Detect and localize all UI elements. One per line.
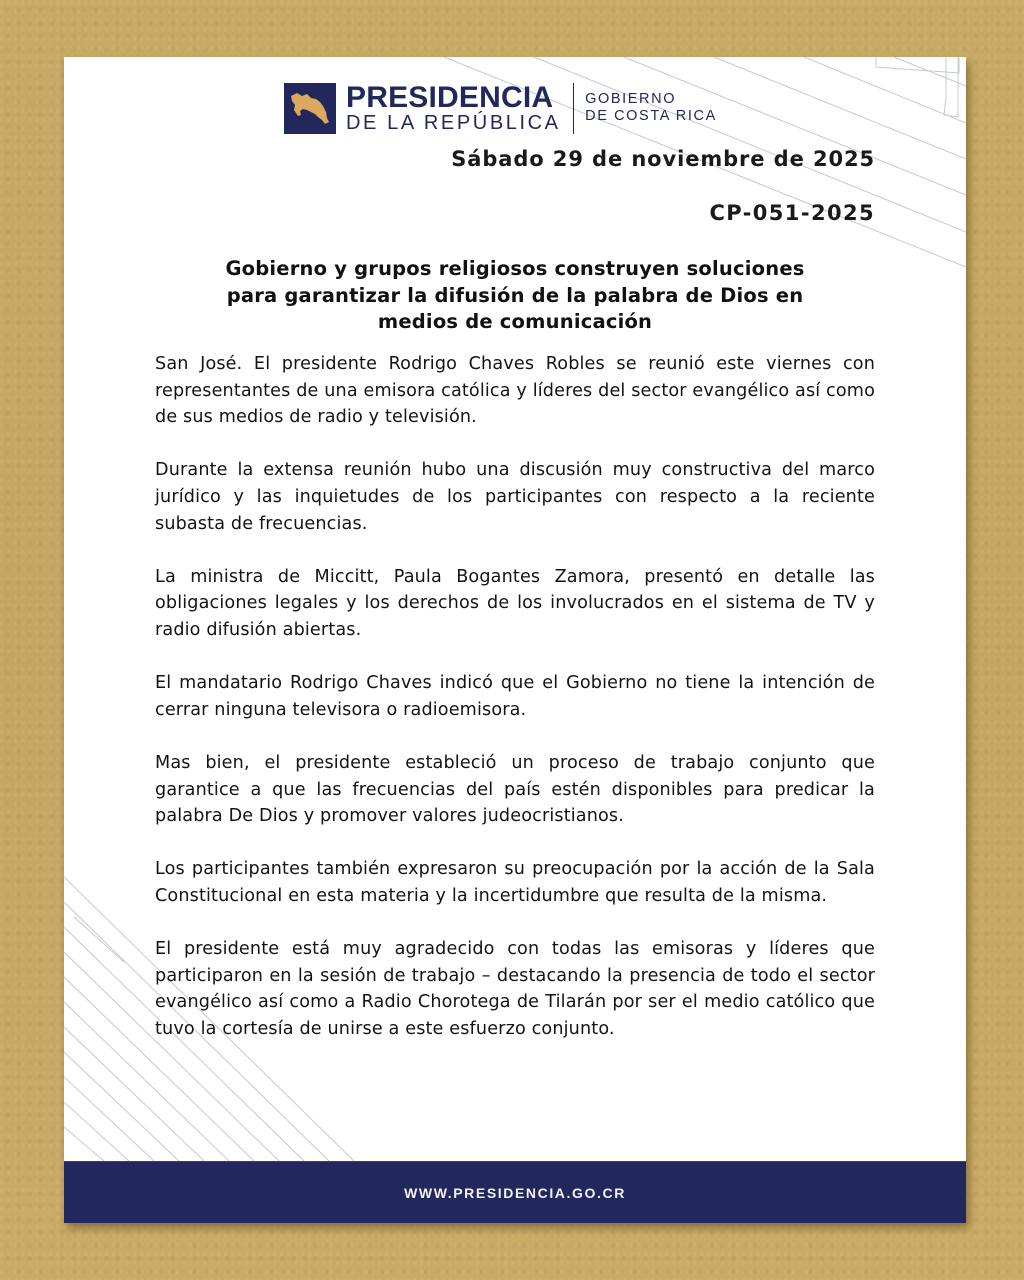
logo-title: PRESIDENCIA: [346, 80, 554, 114]
logo-divider: [573, 83, 575, 134]
footer-bar: [64, 1161, 966, 1223]
website-link[interactable]: WWW.PRESIDENCIA.GO.CR: [404, 1184, 626, 1201]
paragraph: El presidente está muy agradecido con todas las emisoras y líderes que participaron en la sesión de trabajo – destacando la presencia de todo el sector evangélico así como a Radio Chorotega de Tilarán por ser el medio católico que tuvo la cortesía de unirse a este esfuerzo conjunto.: [155, 939, 875, 1039]
logo-subtitle: DE LA REPÚBLICA: [346, 111, 561, 134]
logo-wordmark: [346, 82, 561, 134]
presidencia-logo: [284, 82, 717, 134]
paragraph: El mandatario Rodrigo Chaves indicó que el Gobierno no tiene la intención de cerrar ninguna televisora o radioemisora.: [155, 673, 875, 720]
logo-mark: [284, 83, 336, 134]
costa-rica-map-icon: [289, 88, 331, 128]
paragraph: Mas bien, el presidente estableció un proceso de trabajo conjunto que garantice a que las frecuencias del país estén disponibles para predicar la palabra De Dios y promover valores judeocristianos.: [155, 752, 875, 827]
release-date: Sábado 29 de noviembre de 2025: [451, 147, 875, 171]
paragraph: La ministra de Miccitt, Paula Bogantes Zamora, presentó en detalle las obligaciones legales y los derechos de los involucrados en el sistema de TV y radio difusión abiertas.: [155, 566, 875, 640]
press-release-page: [64, 57, 966, 1223]
government-label-line1: GOBIERNO: [585, 91, 677, 107]
headline-line: para garantizar la difusión de la palabra de Dios en: [226, 283, 804, 307]
paragraph: Los participantes también expresaron su preocupación por la acción de la Sala Constitucional en esta materia y la incertidumbre que resulta de la misma.: [155, 859, 875, 906]
headline-line: medios de comunicación: [377, 310, 653, 333]
paragraph: San José. El presidente Rodrigo Chaves Robles se reunió este viernes con representantes de una emisora católica y líderes del sector evangélico así como de sus medios de radio y televisión.: [155, 354, 875, 428]
headline-line: Gobierno y grupos religiosos construyen soluciones: [225, 257, 805, 280]
headline: [155, 256, 875, 336]
article-body: [155, 351, 875, 1069]
paragraph: Durante la extensa reunión hubo una discusión muy constructiva del marco jurídico y las inquietudes de los participantes con respecto a la reciente subasta de frecuencias.: [155, 460, 875, 534]
government-label: [585, 91, 717, 125]
release-reference: CP-051-2025: [709, 201, 875, 225]
government-label-line2: DE COSTA RICA: [585, 108, 717, 124]
